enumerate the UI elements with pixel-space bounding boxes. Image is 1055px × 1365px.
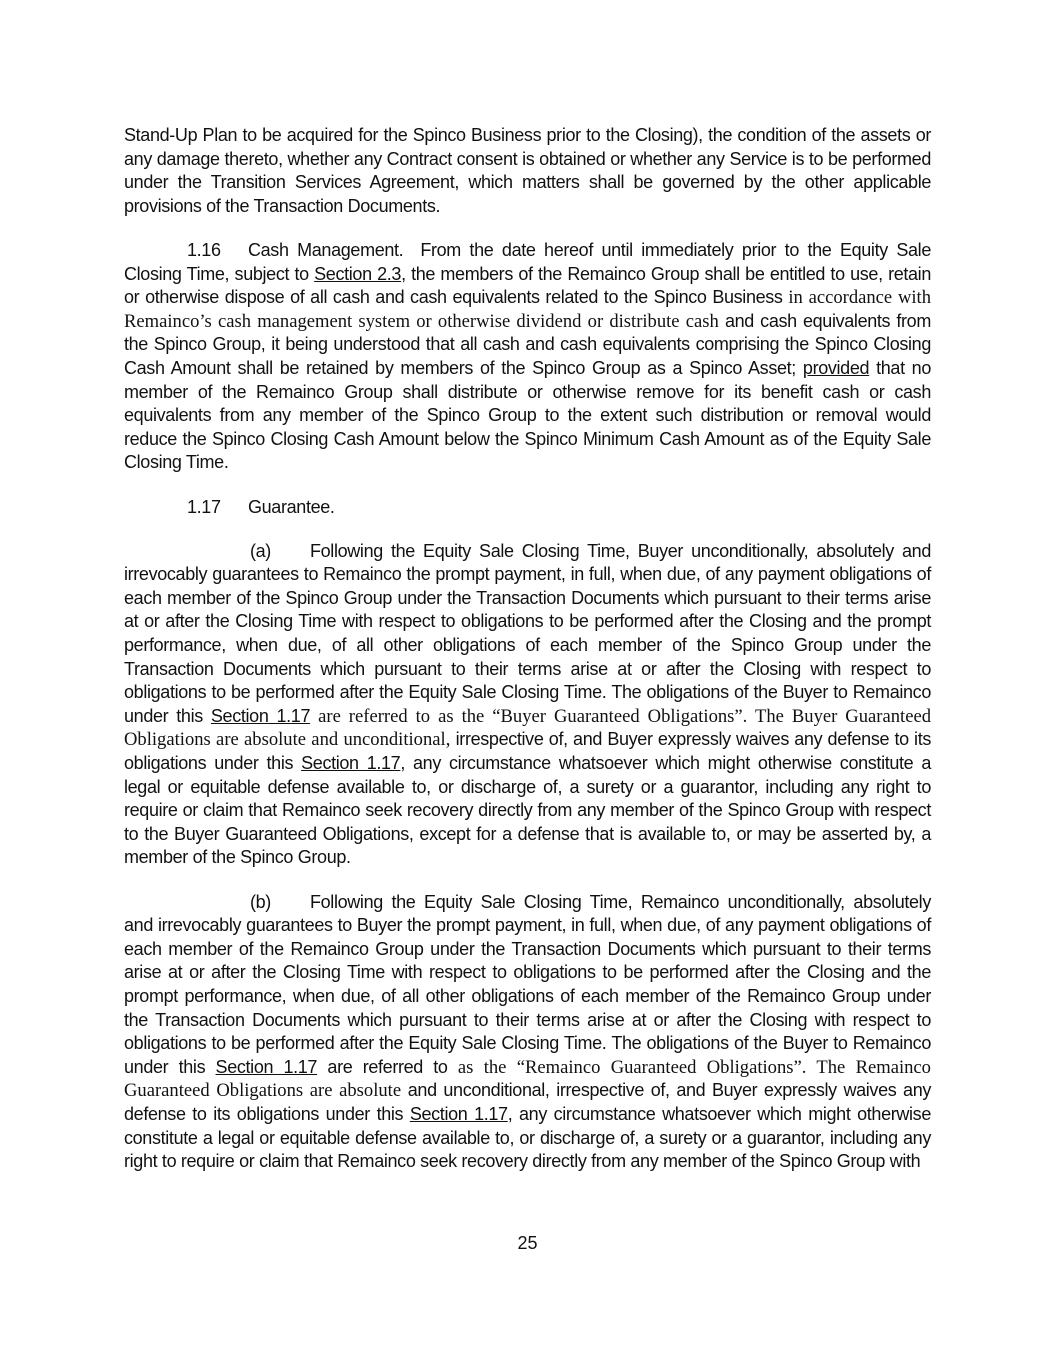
section-1-17-reference: Section 1.17 [215, 1056, 318, 1077]
body-text: that no member of the Remainco Group shall distribute or otherwise remove for its benefit cash or cash equivalents from any member of the Spinco Group to the extent such distribution or removal would reduce the Spinco Closing Cash Amount below the Spinco Minimum Cash Amount as of the Equity Sale Closing Time. [124, 357, 932, 473]
body-text: and cash equivalents from the Spinco Group, it being understood that all cash and cash equivalents comprising the Spinco Closing Cash Amount shall be retained by members of the Spinco Group as a Spinco Asset; [124, 310, 931, 378]
paragraph-a [124, 540, 931, 870]
body-text: From the date hereof until immediately prior to the Equity Sale Closing Time, subject to [124, 239, 931, 284]
body-text: Following the Equity Sale Closing Time, Remainco unconditionally, absolutely and irrevocably guarantees to Buyer the prompt payment, in full, when due, of any payment obligations of each member of the Remainco Group under the Transaction Documents which pursuant to their terms arise at or after the Closing Time with respect to obligations to be performed after the Closing and the prompt performance, when due, of all other obligations of each member of the Remainco Group under the Transaction Documents which pursuant to their terms arise at or after the Closing with respect to obligations to be performed after the Equity Sale Closing Time. The obligations of the Buyer to Remainco under this [124, 891, 931, 1077]
page-number: 25 [517, 1233, 538, 1253]
body-text: , any circumstance whatsoever which might otherwise constitute a legal or equitable defense available to, or discharge of, a surety or a guarantor, including any right to require or claim that Remainco seek recovery directly from any member of the Spinco Group with respect to the Buyer Guaranteed Obligations, except for a defense that is available to, or may be asserted by, a member of the Spinco Group. [124, 753, 931, 868]
section-number: 1.16 [187, 239, 221, 260]
paragraph-label: (b) [250, 891, 271, 912]
body-text: Following the Equity Sale Closing Time, Buyer unconditionally, absolutely and irrevocably guarantees to Remainco the prompt payment, in full, when due, of any payment obligations of each member of the Spinco Group under the Transaction Documents which pursuant to their terms arise at or after the Closing Time with respect to obligations to be performed after the Closing and the prompt performance, when due, of all other obligations of each member of the Spinco Group under the Transaction Documents which pursuant to their terms arise at or after the Closing with respect to obligations to be performed after the Equity Sale Closing Time. The obligations of the Buyer to Remainco under this [124, 540, 931, 726]
body-text: and unconditional, irrespective of, and Buyer expressly waives any defense to its obligations under this [124, 1080, 932, 1124]
section-number: 1.17 [187, 496, 221, 517]
section-1-16-paragraph [124, 239, 931, 475]
body-text-serif: in accordance with Remainco’s cash management system or otherwise dividend or distribute cash [124, 287, 931, 332]
body-text-serif: are referred to as the “Buyer Guaranteed Obligations”. The Buyer Guaranteed Obligations are absolute and unconditional, [124, 705, 931, 751]
section-1-17-reference: Section 1.17 [409, 1103, 508, 1124]
body-text: irrespective of, and Buyer expressly waives any defense to its obligations under this [124, 729, 932, 774]
section-1-17-heading [124, 496, 931, 520]
body-text: , any circumstance whatsoever which might otherwise constitute a legal or equitable defense available to, or discharge of, a surety or a guarantor, including any right to require or claim that Remainco seek recovery directly from any member of the Spinco Group with [124, 1103, 931, 1172]
provided-term: provided [802, 357, 870, 378]
section-heading: Cash Management. [248, 239, 404, 260]
section-1-17-reference: Section 1.17 [210, 705, 311, 726]
section-heading: Guarantee. [248, 496, 335, 517]
carryover-paragraph: Stand-Up Plan to be acquired for the Spinco Business prior to the Closing), the condition of the assets or any damage thereto, whether any Contract consent is obtained or whether any Service is to be performed under the Transition Services Agreement, which matters shall be governed by the other applicable provisions of the Transaction Documents. [124, 125, 931, 216]
body-text: , the members of the Remainco Group shall be entitled to use, retain or otherwise dispose of all cash and cash equivalents related to the Spinco Business [124, 263, 931, 308]
body-text-serif: as the “Remainco Guaranteed Obligations”. The Remainco Guaranteed Obligations are absolute [124, 1056, 931, 1102]
paragraph-label: (a) [250, 540, 271, 561]
body-text: are referred to [317, 1056, 448, 1077]
section-2-3-reference: Section 2.3 [314, 263, 402, 284]
section-1-17-reference: Section 1.17 [301, 753, 401, 774]
document-page [124, 124, 931, 1174]
paragraph-b [124, 891, 931, 1174]
